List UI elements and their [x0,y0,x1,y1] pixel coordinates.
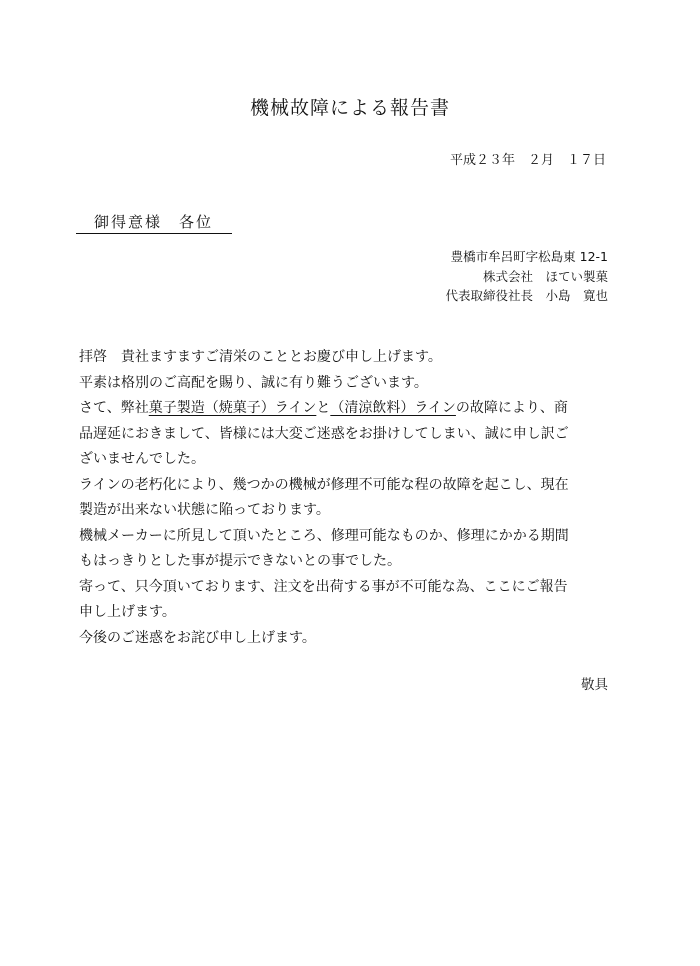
body-line: 平素は格別のご高配を賜り、誠に有り難うございます。 [79,374,428,391]
underlined-line-name: （清涼飲料）ライン [330,400,456,416]
body-text: の故障により、商 [455,400,568,416]
body-line: 今後のご迷惑をお詫び申し上げます。 [79,629,316,646]
body-line: 品遅延におきまして、皆様には大変ご迷惑をお掛けしてしまい、誠に申し訳ご [79,425,569,442]
sender-address: 豊橋市牟呂町字松島東 12-1 [450,249,608,264]
body-line: ざいませんでした。 [79,451,205,467]
body-line: もはっきりとした事が提示できないとの事でした。 [79,553,401,569]
sender-representative: 代表取締役社長 小島 寛也 [445,288,608,303]
body-line: 寄って、只今頂いております、注文を出荷する事が不可能な為、ここにご報告 [79,578,568,595]
closing-remark: 敬具 [581,677,608,693]
body-text: さて、弊社 [79,400,149,416]
addressee: 御得意様 各位 [76,211,232,234]
body-line: 申し上げます。 [79,604,176,620]
body-line: 拝啓 貴社ますますご清栄のこととお慶び申し上げます。 [79,349,442,365]
sender-company: 株式会社 ほてい製菓 [482,268,608,284]
body-line: 製造が出来ない状態に陥っております。 [79,502,330,518]
sender-block [445,247,608,306]
body-line: ラインの老朽化により、幾つかの機械が修理不可能な程の故障を起こし、現在 [79,476,569,493]
document-title: 機械故障による報告書 [249,97,450,119]
body-text: と [316,400,331,416]
document-date: 平成２３年 ２月 １７日 [449,153,606,168]
body-line: 機械メーカーに所見して頂いたところ、修理可能なものか、修理にかかる期間 [79,527,569,544]
body-line [79,396,619,422]
letter-body [79,345,619,651]
underlined-line-name: 菓子製造（焼菓子）ライン [148,400,317,416]
